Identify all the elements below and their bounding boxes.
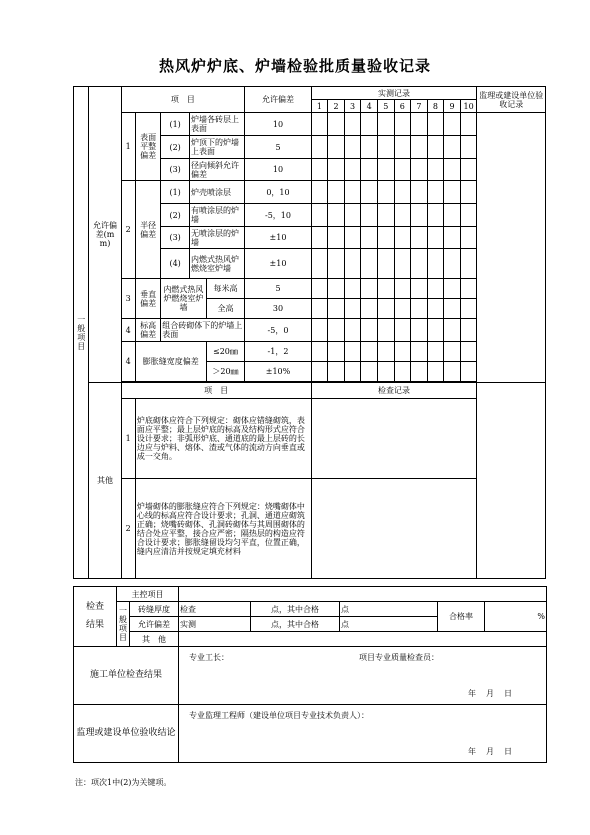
row-number: 1 (121, 113, 135, 181)
measure-cell[interactable] (411, 342, 428, 362)
sub-number: (2) (161, 204, 190, 227)
allowance-value: ±10 (245, 249, 311, 279)
col-number: 6 (394, 100, 411, 113)
other-row-text: 炉底砌体应符合下列规定：砌体应错缝砌筑，表面应平整；最上层炉底的标高及结构形式应符合设计要求；非弧形炉底、通道底的最上层砖的长边应与炉料、熔体、渣或气体的流动方向垂直或成一交角。 (135, 399, 311, 479)
allowance-group-label: 允许偏差(mm) (89, 87, 121, 383)
other-item-header: 项 目 (121, 383, 311, 399)
measure-cell[interactable] (427, 342, 444, 362)
measure-cell[interactable] (328, 227, 345, 249)
date-label: 年月日 (468, 689, 522, 698)
measure-cell[interactable] (344, 362, 361, 382)
measure-cell[interactable] (444, 159, 461, 181)
points-mid: 点，其中合格 (251, 617, 340, 632)
col-number: 8 (427, 100, 444, 113)
col-number: 3 (344, 100, 361, 113)
check-label: 检查 (179, 602, 251, 617)
measure-cell[interactable] (311, 319, 328, 342)
check-record-header: 检查记录 (311, 383, 477, 399)
other-row-number: 2 (121, 479, 135, 579)
brick-thickness-label: 砖缝厚度 (130, 602, 179, 617)
row-desc: 径向倾斜允许偏差 (190, 159, 245, 181)
measure-cell[interactable] (394, 181, 411, 204)
foreman-label: 专业工长： (189, 653, 229, 662)
measure-cell[interactable] (311, 279, 328, 299)
points-end: 点 (340, 617, 438, 632)
measure-cell[interactable] (411, 279, 428, 299)
header-item: 项 目 (121, 87, 245, 113)
sub-number: (3) (161, 227, 190, 249)
row-desc: 炉墙各砖层上表面 (190, 113, 245, 136)
measure-cell[interactable] (344, 204, 361, 227)
measure-cell[interactable] (460, 136, 477, 159)
measure-cell[interactable] (328, 279, 345, 299)
sub-number: (4) (161, 249, 190, 279)
measure-cell[interactable] (344, 113, 361, 136)
measure-cell[interactable] (311, 299, 328, 319)
sub-desc: ＞20㎜ (206, 362, 245, 382)
measure-cell[interactable] (377, 159, 394, 181)
inspector-label: 项目专业质量检查员： (359, 653, 439, 662)
sub-number: (3) (161, 159, 190, 181)
measure-cell[interactable] (377, 113, 394, 136)
row-name: 标高偏差 (135, 319, 160, 342)
row-desc: 有喷涂层的炉墙 (190, 204, 245, 227)
measure-cell[interactable] (427, 181, 444, 204)
measure-cell[interactable] (460, 113, 477, 136)
measure-cell[interactable] (394, 342, 411, 362)
measure-cell[interactable] (328, 181, 345, 204)
other-check-cell[interactable] (311, 479, 477, 579)
measure-cell[interactable] (411, 319, 428, 342)
row-number: 4 (121, 319, 135, 342)
inspection-table (73, 86, 546, 579)
measure-cell[interactable] (344, 299, 361, 319)
measure-cell[interactable] (444, 299, 461, 319)
other-label: 其他 (89, 383, 121, 579)
measure-cell[interactable] (361, 159, 378, 181)
measure-cell[interactable] (427, 136, 444, 159)
measure-cell[interactable] (460, 279, 477, 299)
row-desc: 内燃式热风炉燃烧室炉墙 (190, 249, 245, 279)
page-title: 热风炉炉底、炉墙检验批质量验收记录 (158, 57, 431, 75)
measure-cell[interactable] (394, 362, 411, 382)
measure-cell[interactable] (460, 342, 477, 362)
measure-cell[interactable] (460, 362, 477, 382)
measure-cell[interactable] (411, 227, 428, 249)
result-table (73, 586, 547, 763)
measure-cell[interactable] (444, 204, 461, 227)
measure-cell[interactable] (377, 299, 394, 319)
supervisor-record-cell[interactable] (477, 113, 546, 383)
points-mid: 点，其中合格 (251, 602, 340, 617)
row-name: 半径偏差 (135, 181, 160, 279)
measure-cell[interactable] (394, 136, 411, 159)
measure-label: 实测 (179, 617, 251, 632)
measure-cell[interactable] (460, 319, 477, 342)
measure-cell[interactable] (361, 249, 378, 279)
measure-cell[interactable] (311, 227, 328, 249)
col-number: 9 (444, 100, 461, 113)
allowance-value: 5 (245, 279, 311, 299)
row-desc: 无喷涂层的炉墙 (190, 227, 245, 249)
measure-cell[interactable] (361, 279, 378, 299)
measure-cell[interactable] (394, 159, 411, 181)
measure-cell[interactable] (394, 249, 411, 279)
supervision-signature-cell[interactable] (179, 705, 547, 763)
measure-cell[interactable] (377, 342, 394, 362)
col-number: 5 (377, 100, 394, 113)
allowance-value: 10 (245, 113, 311, 136)
percent-label: % (485, 602, 547, 632)
measure-cell[interactable] (311, 204, 328, 227)
measure-cell[interactable] (328, 249, 345, 279)
engineer-label: 专业监理工程师（建设单位项目专业技术负责人）： (189, 711, 369, 720)
other-row-number: 1 (121, 399, 135, 479)
measure-cell[interactable] (361, 319, 378, 342)
measure-cell[interactable] (344, 249, 361, 279)
measure-cell[interactable] (311, 136, 328, 159)
allowance-value: 5 (245, 136, 311, 159)
measure-cell[interactable] (328, 319, 345, 342)
col-number: 1 (311, 100, 328, 113)
measure-cell[interactable] (460, 204, 477, 227)
measure-cell[interactable] (361, 362, 378, 382)
result-label: 检查 结果 (74, 587, 117, 647)
measure-cell[interactable] (377, 279, 394, 299)
allowance-value: ±10% (245, 362, 311, 382)
measure-cell[interactable] (394, 204, 411, 227)
allowance-value: -5，10 (245, 204, 311, 227)
measure-cell[interactable] (328, 159, 345, 181)
allowance-value: 0，10 (245, 181, 311, 204)
sub-number: (1) (161, 113, 190, 136)
allowance-value: ±10 (245, 227, 311, 249)
others-cell[interactable] (179, 632, 547, 647)
other-supervisor-cell[interactable] (477, 383, 546, 579)
measure-cell[interactable] (361, 227, 378, 249)
footnote: 注：项次1中(2)为关键项。 (75, 778, 172, 787)
measure-cell[interactable] (311, 249, 328, 279)
allowance-value: 30 (245, 299, 311, 319)
measure-cell[interactable] (377, 362, 394, 382)
measure-cell[interactable] (377, 181, 394, 204)
col-number: 4 (361, 100, 378, 113)
allowance-value: -1，2 (245, 342, 311, 362)
measure-cell[interactable] (427, 204, 444, 227)
header-supervisor: 监理或建设单位验收记录 (477, 87, 546, 113)
header-allowance: 允许偏差 (245, 87, 311, 113)
header-measured: 实测记录 (311, 87, 477, 100)
measure-cell[interactable] (460, 249, 477, 279)
measure-cell[interactable] (361, 181, 378, 204)
measure-cell[interactable] (427, 299, 444, 319)
main-items-label: 主控项目 (117, 587, 179, 602)
measure-cell[interactable] (427, 279, 444, 299)
construction-label: 施工单位检查结果 (74, 647, 179, 705)
sub-desc: 全高 (206, 299, 245, 319)
measure-cell[interactable] (311, 113, 328, 136)
measure-cell[interactable] (344, 319, 361, 342)
col-number: 10 (460, 100, 477, 113)
measure-cell[interactable] (427, 249, 444, 279)
measure-cell[interactable] (460, 181, 477, 204)
row-name: 表面平整偏差 (135, 113, 160, 181)
measure-cell[interactable] (311, 362, 328, 382)
measure-cell[interactable] (411, 159, 428, 181)
row-desc: 炉顶下的炉墙上表面 (190, 136, 245, 159)
measure-cell[interactable] (328, 299, 345, 319)
measure-cell[interactable] (444, 227, 461, 249)
measure-cell[interactable] (444, 342, 461, 362)
measure-cell[interactable] (411, 249, 428, 279)
measure-cell[interactable] (377, 136, 394, 159)
measure-cell[interactable] (427, 227, 444, 249)
row-desc: 组合砖砌体下的炉墙上表面 (161, 319, 245, 342)
measure-cell[interactable] (427, 113, 444, 136)
measure-cell[interactable] (377, 204, 394, 227)
measure-cell[interactable] (444, 279, 461, 299)
measure-cell[interactable] (460, 227, 477, 249)
others-label: 其 他 (130, 632, 179, 647)
main-items-cell[interactable] (179, 587, 547, 602)
measure-cell[interactable] (344, 159, 361, 181)
measure-cell[interactable] (460, 299, 477, 319)
measure-cell[interactable] (311, 159, 328, 181)
measure-cell[interactable] (394, 319, 411, 342)
measure-cell[interactable] (328, 113, 345, 136)
measure-cell[interactable] (411, 113, 428, 136)
measure-cell[interactable] (427, 159, 444, 181)
col-number: 2 (328, 100, 345, 113)
row-desc: 内燃式热风炉燃烧室炉墙 (161, 279, 206, 319)
supervision-label: 监理或建设单位验收结论 (74, 705, 179, 763)
measure-cell[interactable] (328, 204, 345, 227)
measure-cell[interactable] (328, 136, 345, 159)
measure-cell[interactable] (377, 319, 394, 342)
row-number: 2 (121, 181, 135, 279)
row-desc: 炉壳喷涂层 (190, 181, 245, 204)
sub-number: (2) (161, 136, 190, 159)
measure-cell[interactable] (411, 204, 428, 227)
measure-cell[interactable] (411, 181, 428, 204)
measure-cell[interactable] (444, 362, 461, 382)
measure-cell[interactable] (377, 249, 394, 279)
measure-cell[interactable] (361, 113, 378, 136)
measure-cell[interactable] (411, 299, 428, 319)
allowance-label: 允许偏差 (130, 617, 179, 632)
other-row-text: 炉墙砌体的膨胀缝应符合下列规定：烧嘴砌体中心线的标高应符合设计要求；孔洞、通道应砌筑正确；烧嘴砖砌体、孔洞砖砌体与其周围砌体的结合处应平整，接合应严密；隔热层的构造应符合设计要求；膨胀缝留设均匀平直，位置正确，缝内应清洁并按规定填充材料 (135, 479, 311, 579)
points-end: 点 (340, 602, 438, 617)
sub-number: (1) (161, 181, 190, 204)
measure-cell[interactable] (344, 342, 361, 362)
measure-cell[interactable] (411, 362, 428, 382)
measure-cell[interactable] (311, 342, 328, 362)
measure-cell[interactable] (394, 227, 411, 249)
measure-cell[interactable] (361, 204, 378, 227)
sub-desc: ≤20㎜ (206, 342, 245, 362)
sub-desc: 每米高 (206, 279, 245, 299)
row-name: 膨胀缝宽度偏差 (135, 342, 206, 382)
measure-cell[interactable] (411, 136, 428, 159)
measure-cell[interactable] (444, 319, 461, 342)
measure-cell[interactable] (344, 227, 361, 249)
measure-cell[interactable] (311, 181, 328, 204)
construction-signature-cell[interactable] (179, 647, 547, 705)
measure-cell[interactable] (344, 279, 361, 299)
other-check-cell[interactable] (311, 399, 477, 479)
general-label: 一般项目 (117, 602, 130, 647)
allowance-value: 10 (245, 159, 311, 181)
measure-cell[interactable] (394, 279, 411, 299)
measure-cell[interactable] (328, 362, 345, 382)
general-items-label: 一般项目 (74, 87, 89, 579)
measure-cell[interactable] (361, 342, 378, 362)
allowance-value: -5，0 (245, 319, 311, 342)
measure-cell[interactable] (361, 136, 378, 159)
measure-cell[interactable] (394, 113, 411, 136)
measure-cell[interactable] (344, 136, 361, 159)
measure-cell[interactable] (377, 227, 394, 249)
col-number: 7 (411, 100, 428, 113)
row-number: 4 (121, 342, 135, 382)
measure-cell[interactable] (444, 113, 461, 136)
measure-cell[interactable] (328, 342, 345, 362)
measure-cell[interactable] (444, 249, 461, 279)
pass-rate-label: 合格率 (438, 602, 485, 632)
row-name: 垂直偏差 (135, 279, 160, 319)
measure-cell[interactable] (427, 362, 444, 382)
measure-cell[interactable] (460, 159, 477, 181)
measure-cell[interactable] (444, 181, 461, 204)
row-number: 3 (121, 279, 135, 319)
measure-cell[interactable] (427, 319, 444, 342)
measure-cell[interactable] (444, 136, 461, 159)
measure-cell[interactable] (344, 181, 361, 204)
measure-cell[interactable] (394, 299, 411, 319)
measure-cell[interactable] (361, 299, 378, 319)
date-label: 年月日 (468, 747, 522, 756)
